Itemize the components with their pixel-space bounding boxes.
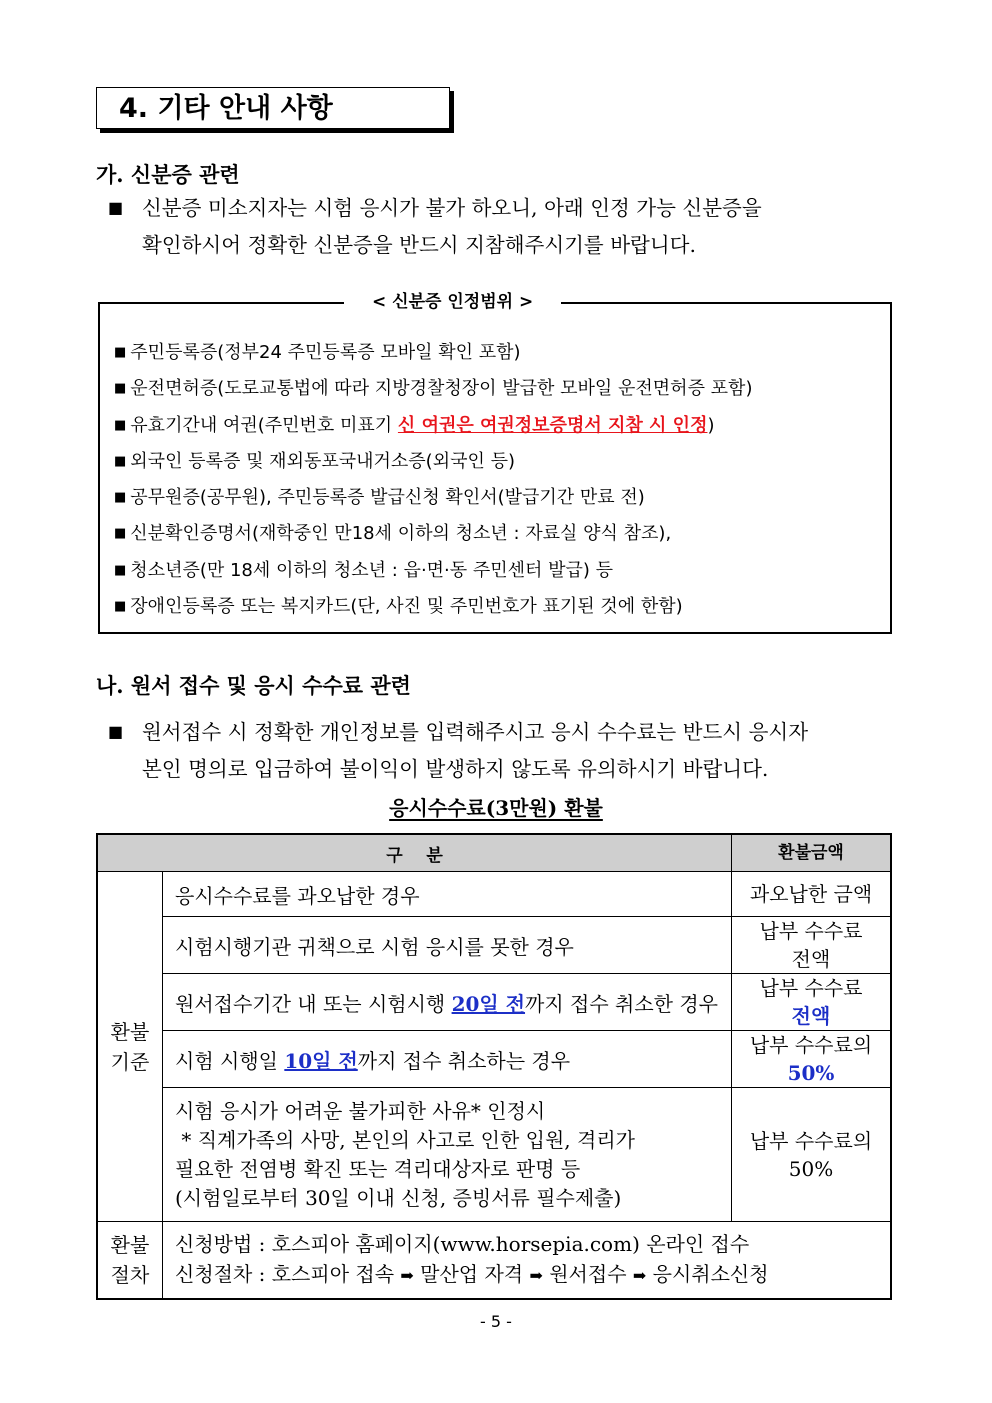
bullet-icon: ■ [108, 198, 124, 217]
square-bullet-icon: ■ [114, 490, 127, 506]
refund-table [96, 833, 892, 1300]
passport-highlight: 신 여권은 여권정보증명서 지참 시 인정 [397, 414, 708, 436]
arrow-right-icon: ➡ [632, 1265, 647, 1285]
square-bullet-icon: ■ [114, 381, 127, 397]
list-item: ■ 장애인등록증 또는 복지카드(단, 사진 및 주민번호가 표기된 것에 한함) [114, 596, 683, 618]
id-scope-title: < 신분증 인정범위 > [344, 288, 561, 316]
id-paragraph-line2: 확인하시어 정확한 신분증을 반드시 지참해주시기를 바랍니다. [142, 233, 696, 257]
square-bullet-icon: ■ [114, 562, 127, 578]
list-item: ■ 공무원증(공무원), 주민등록증 발급신청 확인서(발급기간 만료 전) [114, 487, 645, 509]
list-item: ■ 외국인 등록증 및 재외동포국내거소증(외국인 등) [114, 450, 515, 472]
criteria-label: 환불 기준 [97, 872, 163, 1222]
list-item: ■ 유효기간내 여권(주민번호 미표기 신 여권은 여권정보증명서 지참 시 인정) [114, 414, 715, 436]
section-title: 4. 기타 안내 사항 [96, 87, 450, 129]
fee-paragraph-line2: 본인 명의로 입금하여 불이익이 발생하지 않도록 유의하시기 바랍니다. [142, 757, 769, 781]
procedure-desc: 신청방법 : 호스피아 홈페이지(www.horsepia.com) 온라인 접수 신청절차 : 호스피아 접속 ➡ 말산업 자격 ➡ 원서접수 ➡ 응시취소신청 [163, 1222, 892, 1299]
square-bullet-icon: ■ [114, 345, 127, 360]
table-row [97, 974, 891, 1031]
id-section-paragraph: ■ 신분증 미소지자는 시험 응시가 불가 하오니, 아래 인정 가능 신분증을 확인하시어 정확한 신분증을 반드시 지참해주시기를 바랍니다. [108, 189, 908, 264]
table-row [97, 917, 891, 974]
list-item: ■ 신분확인증명서(재학중인 만18세 이하의 청소년 : 자료실 양식 참조), [114, 523, 672, 545]
square-bullet-icon: ■ [114, 417, 127, 433]
fee-section-paragraph: ■ 원서접수 시 정확한 개인정보를 입력해주시고 응시 수수료는 반드시 응시자 본인 명의로 입금하여 불이익이 발생하지 않도록 유의하시기 바랍니다. [108, 713, 908, 788]
deadline-highlight: 10일 전 [284, 1048, 358, 1073]
header-category: 구 분 [97, 834, 732, 872]
row-desc: 시험 시행일 10일 전까지 접수 취소하는 경우 [163, 1031, 732, 1088]
id-section-heading: 가. 신분증 관련 [96, 162, 240, 187]
page-number: - 5 - [480, 1312, 512, 1331]
row-amount: 납부 수수료 전액 [732, 917, 892, 974]
list-item: ■ 운전면허증(도로교통법에 따라 지방경찰청장이 발급한 모바일 운전면허증 포함) [114, 378, 753, 400]
table-row [97, 872, 891, 917]
list-item: ■ 청소년증(만 18세 이하의 청소년 : 읍·면·동 주민센터 발급) 등 [114, 559, 614, 581]
square-bullet-icon: ■ [114, 599, 127, 615]
deadline-highlight: 20일 전 [451, 991, 526, 1016]
square-bullet-icon: ■ [114, 526, 127, 542]
header-amount: 환불금액 [732, 834, 892, 872]
row-desc: 응시수수료를 과오납한 경우 [163, 872, 732, 917]
fee-section-heading: 나. 원서 접수 및 응시 수수료 관련 [96, 673, 411, 698]
square-bullet-icon: ■ [114, 453, 127, 469]
list-item: ■ 주민등록증(정부24 주민등록증 모바일 확인 포함) [114, 342, 521, 363]
row-amount: 과오납한 금액 [732, 872, 892, 917]
procedure-label: 환불 절차 [97, 1222, 163, 1299]
table-row [97, 1031, 891, 1088]
arrow-right-icon: ➡ [400, 1265, 414, 1285]
arrow-right-icon: ➡ [529, 1265, 543, 1285]
row-desc: 원서접수기간 내 또는 시험시행 20일 전까지 접수 취소한 경우 [163, 974, 732, 1031]
refund-table-title: 응시수수료(3만원) 환불 [389, 796, 603, 820]
row-desc: 시험시행기관 귀책으로 시험 응시를 못한 경우 [163, 917, 732, 974]
id-scope-list [114, 335, 752, 625]
table-header-row [97, 834, 891, 872]
procedure-row [97, 1222, 891, 1299]
row-desc: 시험 응시가 어려운 불가피한 사유* 인정시 * 직계가족의 사망, 본인의 사고로 인한 입원, 격리가 필요한 전염병 확진 또는 격리대상자로 판명 등 (시험일로부터 30일 이내 신청, 증빙서류 필수제출) [163, 1088, 732, 1222]
bullet-icon: ■ [108, 722, 124, 741]
row-amount: 납부 수수료의 50% [732, 1031, 892, 1088]
row-amount: 납부 수수료의 50% [732, 1088, 892, 1222]
row-amount: 납부 수수료 전액 [732, 974, 892, 1031]
table-row [97, 1088, 891, 1222]
